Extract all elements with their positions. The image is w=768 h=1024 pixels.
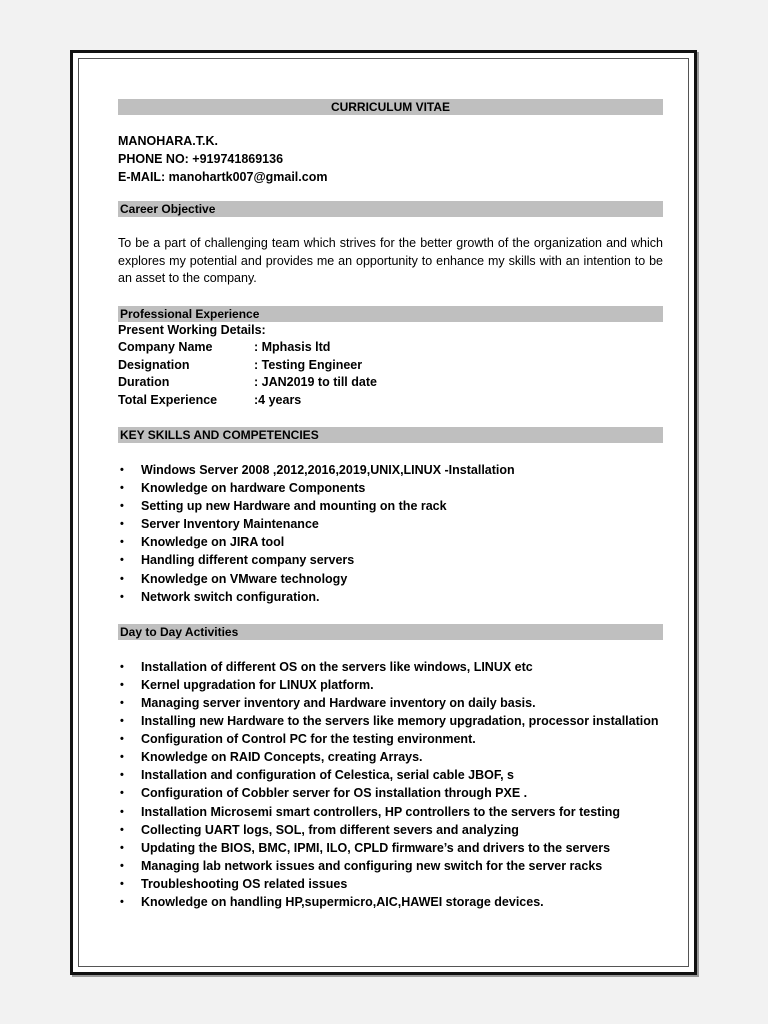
- experience-row: [118, 374, 663, 392]
- experience-details: [118, 339, 663, 409]
- skills-list: [118, 461, 663, 606]
- list-item: • Handling different company servers: [118, 551, 663, 569]
- bullet-icon: •: [120, 841, 124, 854]
- resume-content: [118, 99, 663, 911]
- bullet-icon: •: [120, 518, 124, 531]
- experience-value: : Testing Engineer: [254, 357, 363, 372]
- bullet-icon: •: [120, 895, 124, 908]
- bullet-icon: •: [120, 678, 124, 691]
- list-item: • Installation Microsemi smart controllers, HP controllers to the servers for testing: [118, 803, 663, 821]
- bullet-icon: •: [120, 733, 124, 746]
- bullet-icon: •: [120, 696, 124, 709]
- list-item: • Windows Server 2008 ,2012,2016,2019,UNIX,LINUX -Installation: [118, 461, 663, 479]
- skills-heading: KEY SKILLS AND COMPETENCIES: [118, 427, 663, 443]
- bullet-icon: •: [120, 590, 124, 603]
- list-item: • Knowledge on handling HP,supermicro,AIC,HAWEI storage devices.: [118, 893, 663, 911]
- list-item: • Installation and configuration of Celestica, serial cable JBOF, s: [118, 766, 663, 784]
- bullet-icon: •: [120, 464, 124, 476]
- bullet-icon: •: [120, 660, 124, 673]
- career-objective-text: To be a part of challenging team which strives for the better growth of the organization and which explores my potential and provides me an opportunity to enhance my skills with an intention to be an asset to the company.: [118, 236, 663, 285]
- document-title: CURRICULUM VITAE: [118, 99, 663, 115]
- experience-value: :4 years: [254, 392, 302, 407]
- contact-block: [118, 133, 663, 187]
- list-item: • Installation of different OS on the servers like windows, LINUX etc: [118, 658, 663, 676]
- experience-row: [118, 339, 663, 357]
- list-item: • Managing lab network issues and configuring new switch for the server racks: [118, 857, 663, 875]
- career-objective-heading: Career Objective: [118, 201, 663, 217]
- experience-row: [118, 357, 663, 375]
- list-item: • Collecting UART logs, SOL, from different severs and analyzing: [118, 821, 663, 839]
- email-address: E-MAIL: manohartk007@gmail.com: [118, 170, 328, 184]
- list-item: • Network switch configuration.: [118, 588, 663, 606]
- bullet-icon: •: [120, 572, 124, 585]
- bullet-icon: •: [120, 554, 124, 567]
- list-item: • Configuration of Cobbler server for OS installation through PXE .: [118, 784, 663, 802]
- list-item: • Knowledge on hardware Components: [118, 479, 663, 497]
- experience-row: [118, 392, 663, 410]
- experience-key: Total Experience: [118, 392, 218, 407]
- activities-list: [118, 658, 663, 911]
- bullet-icon: •: [120, 500, 124, 513]
- list-item: • Knowledge on RAID Concepts, creating Arrays.: [118, 748, 663, 766]
- list-item: • Kernel upgradation for LINUX platform.: [118, 676, 663, 694]
- experience-value: : Mphasis ltd: [254, 340, 331, 354]
- list-item: • Setting up new Hardware and mounting on the rack: [118, 497, 663, 515]
- experience-subheading: Present Working Details:: [118, 322, 266, 337]
- bullet-icon: •: [120, 787, 124, 800]
- experience-key: Duration: [118, 375, 170, 389]
- bullet-icon: •: [120, 715, 124, 728]
- list-item: • Managing server inventory and Hardware inventory on daily basis.: [118, 694, 663, 712]
- activities-heading: Day to Day Activities: [118, 624, 663, 640]
- bullet-icon: •: [120, 536, 124, 549]
- bullet-icon: •: [120, 751, 124, 764]
- bullet-icon: •: [120, 482, 124, 495]
- experience-value: : JAN2019 to till date: [254, 375, 377, 389]
- list-item: • Server Inventory Maintenance: [118, 515, 663, 533]
- list-item: • Knowledge on VMware technology: [118, 570, 663, 588]
- list-item: • Knowledge on JIRA tool: [118, 533, 663, 551]
- experience-heading: Professional Experience: [118, 306, 663, 322]
- bullet-icon: •: [120, 859, 124, 872]
- bullet-icon: •: [120, 769, 124, 782]
- list-item: • Configuration of Control PC for the testing environment.: [118, 730, 663, 748]
- candidate-name: MANOHARA.T.K.: [118, 134, 218, 148]
- list-item: • Installing new Hardware to the servers like memory upgradation, processor installation: [118, 712, 663, 730]
- list-item: • Troubleshooting OS related issues: [118, 875, 663, 893]
- bullet-icon: •: [120, 805, 124, 818]
- document-page: [70, 50, 697, 975]
- experience-key: Designation: [118, 357, 190, 372]
- bullet-icon: •: [120, 823, 124, 836]
- phone-number: PHONE NO: +919741869136: [118, 152, 284, 166]
- experience-key: Company Name: [118, 340, 213, 354]
- bullet-icon: •: [120, 877, 124, 890]
- list-item: • Updating the BIOS, BMC, IPMI, ILO, CPLD firmware’s and drivers to the servers: [118, 839, 663, 857]
